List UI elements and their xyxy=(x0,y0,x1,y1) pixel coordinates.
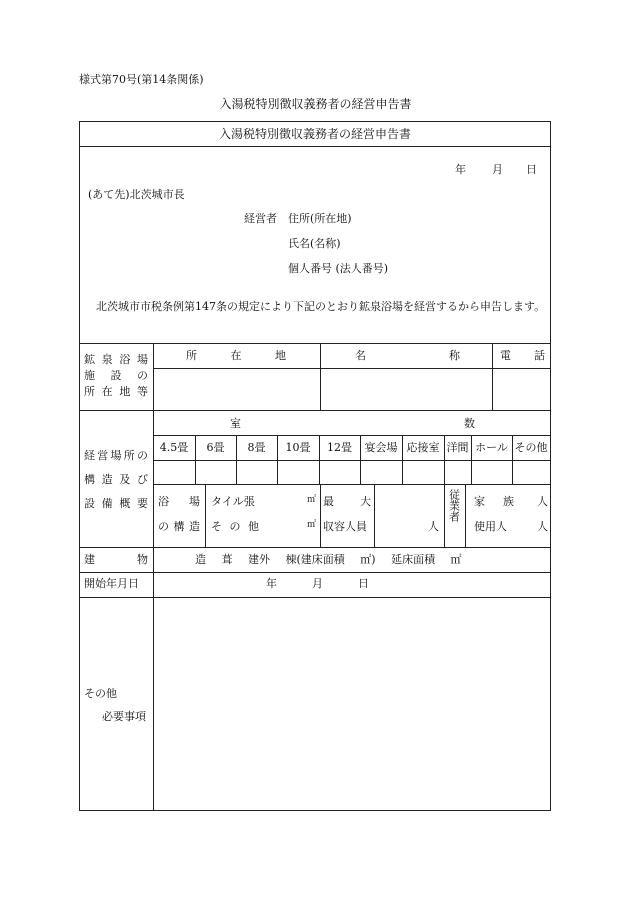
room-type-label: その他 xyxy=(514,441,548,454)
employees-label: 使用人 xyxy=(474,520,507,533)
rooms-header-right: 数 xyxy=(464,417,475,430)
room-type-label: 洋間 xyxy=(446,441,469,454)
divider xyxy=(153,435,550,436)
room-type-label: 宴会場 xyxy=(364,441,398,454)
other-area-unit: ㎡ xyxy=(307,520,317,530)
divider xyxy=(80,343,550,344)
divider xyxy=(471,435,472,484)
divider xyxy=(374,484,375,547)
divider xyxy=(492,343,493,410)
start-year: 年 xyxy=(266,577,277,590)
declaration-text: 北茨城市市税条例第147条の規定により下記のとおり鉱泉浴場を経営するから申告します。 xyxy=(96,300,546,313)
room-type-label: 応接室 xyxy=(406,441,440,454)
room-type-label: 10畳 xyxy=(285,441,311,454)
operator-address: 住所(所在地) xyxy=(288,212,352,225)
date-year: 年 xyxy=(455,163,466,176)
divider xyxy=(277,435,278,484)
divider xyxy=(80,597,550,598)
rooms-label-line3: 設 備 概 要 xyxy=(84,497,148,510)
rooms-label-line1: 経 営 場 所 の xyxy=(84,449,148,462)
divider xyxy=(236,435,237,484)
document-title: 入湯税特別徴収義務者の経営申告書 xyxy=(219,97,412,111)
column-name: 名 称 xyxy=(355,349,460,362)
divider xyxy=(153,410,154,547)
bath-other: そ の 他 xyxy=(211,520,259,533)
divider xyxy=(320,343,321,410)
divider xyxy=(80,547,550,548)
rooms-header-left: 室 xyxy=(230,417,241,430)
form-number: 様式第70号(第14条関係) xyxy=(79,73,204,86)
staff-label: 従業者 xyxy=(447,489,461,522)
operator-number: 個人番号 (法人番号) xyxy=(288,262,389,275)
bath-label-2: の 構 造 xyxy=(158,520,200,533)
capacity-label: 収容人員 xyxy=(323,520,367,533)
divider xyxy=(360,435,361,484)
divider xyxy=(512,435,513,484)
family-label: 家 族 xyxy=(474,495,514,508)
divider xyxy=(153,343,154,410)
room-type-label: 12畳 xyxy=(327,441,352,454)
divider xyxy=(319,435,320,484)
max-label: 最 大 xyxy=(323,495,371,508)
divider xyxy=(402,435,403,484)
divider xyxy=(195,435,196,484)
divider xyxy=(153,597,154,810)
rooms-label-line2: 構 造 及 び xyxy=(84,473,148,486)
divider xyxy=(465,484,466,547)
room-type-label: 4.5畳 xyxy=(159,441,189,454)
facility-label-line3: 所 在 地 等 xyxy=(84,385,148,398)
date-day: 日 xyxy=(526,163,537,176)
family-unit: 人 xyxy=(537,495,548,508)
divider xyxy=(80,146,550,147)
form-box-title: 入湯税特別徴収義務者の経営申告書 xyxy=(218,127,411,141)
room-type-label: 8畳 xyxy=(247,441,266,454)
start-date-label: 開始年月日 xyxy=(84,577,139,590)
divider xyxy=(205,484,206,547)
divider xyxy=(320,484,321,547)
building-details: 造 葺 建外 棟(建床面積 ㎡) 延床面積 ㎡ xyxy=(195,553,462,566)
bath-label-1: 浴 場 xyxy=(158,495,200,508)
divider xyxy=(153,368,550,369)
divider xyxy=(444,484,445,547)
capacity-unit: 人 xyxy=(428,520,439,533)
start-day: 日 xyxy=(358,577,369,590)
facility-label-line2: 施 設 の xyxy=(84,369,148,382)
divider xyxy=(444,435,445,484)
divider xyxy=(80,572,550,573)
addressee: (あて先)北茨城市長 xyxy=(88,188,185,201)
employees-unit: 人 xyxy=(537,520,548,533)
room-type-label: 6畳 xyxy=(206,441,225,454)
column-phone: 電 話 xyxy=(500,349,545,362)
facility-label-line1: 鉱 泉 浴 場 xyxy=(84,353,148,366)
divider xyxy=(153,484,550,485)
bath-tile: タイル張 xyxy=(211,495,255,508)
operator-name: 氏名(名称) xyxy=(288,237,341,250)
date-month: 月 xyxy=(492,163,503,176)
divider xyxy=(80,410,550,411)
divider xyxy=(153,460,550,461)
other-label-1: その他 xyxy=(84,687,117,700)
tile-area-unit: ㎡ xyxy=(307,495,317,505)
room-type-label: ホール xyxy=(475,441,508,454)
building-label: 建 物 xyxy=(84,553,148,566)
start-month: 月 xyxy=(312,577,323,590)
column-location: 所 在 地 xyxy=(186,349,286,362)
operator-label: 経営者 xyxy=(244,212,277,225)
declaration-form xyxy=(79,121,551,811)
other-label-2: 必要事項 xyxy=(102,710,146,723)
